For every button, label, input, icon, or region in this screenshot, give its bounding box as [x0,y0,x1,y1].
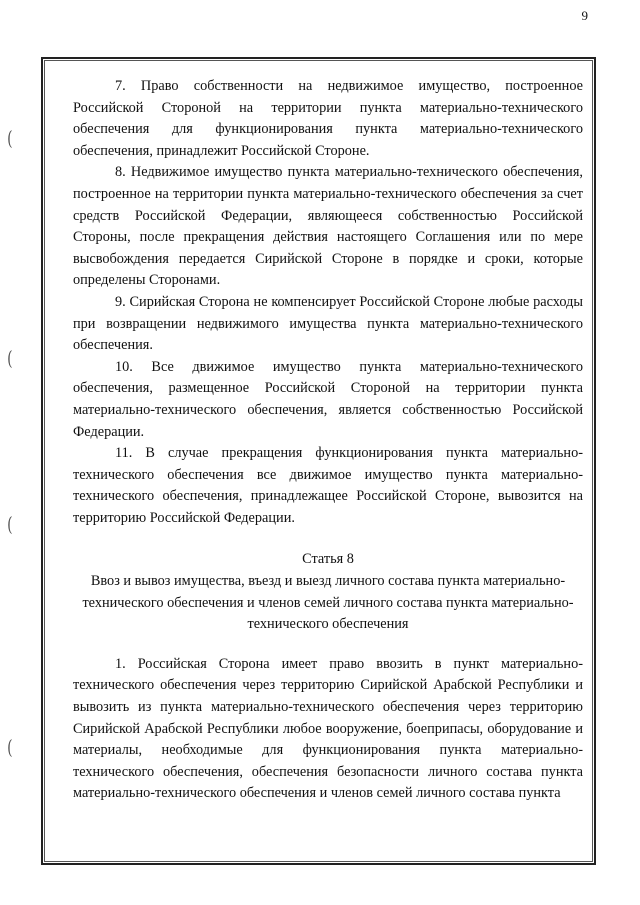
paragraph-10: 10. Все движимое имущество пункта материально-технического обеспечения, размещенное Российской Стороной на территории пункта материально-технического обеспечения, является собственностью Российской Федерации. [73,358,583,440]
binding-hole-mark: ( [7,735,13,759]
document-body [73,76,583,805]
article-8-paragraph-1: 1. Российская Сторона имеет право ввозить в пункт материально-технического обеспечения через территорию Сирийской Арабской Республики и вывозить из пункта материально-технического обеспечения через территорию Сирийской Арабской Республики любое вооружение, боеприпасы, оборудование и материалы, необходимые для функционирования пункта материально-технического обеспечения, обеспечения безопасности личного состава пункта материально-технического обеспечения и членов семей личного состава пункта [73,655,583,802]
page-number: 9 [581,8,588,23]
paragraph-7: 7. Право собственности на недвижимое имущество, построенное Российской Стороной на территории пункта материально-технического обеспечения для функционирования пункта материально-технического обеспечения, принадлежит Российской Стороне. [73,78,583,159]
article-heading: Ввоз и вывоз имущества, въезд и выезд личного состава пункта материально-технического обеспечения и членов семей личного состава пункта материально-технического обеспечения [82,573,574,633]
paragraph-11: 11. В случае прекращения функционирования пункта материально-технического обеспечения все движимое имущество пункта материально-технического обеспечения, принадлежащее Российской Стороне, вывозится на территорию Российской Федерации. [73,445,583,526]
paragraph-8: 8. Недвижимое имущество пункта материально-технического обеспечения, построенное на территории пункта материально-технического обеспечения за счет средств Российской Федерации, являющееся собственностью Российской Стороны, после прекращения действия настоящего Соглашения или по мере высвобождения передается Сирийской Стороне в порядке и сроки, которые определены Сторонами. [73,164,583,289]
article-title: Статья 8 [302,551,354,568]
binding-hole-mark: ( [7,126,13,150]
paragraph-9: 9. Сирийская Сторона не компенсирует Российской Стороне любые расходы при возвращении недвижимого имущества пункта материально-технического обеспечения. [73,293,583,354]
binding-hole-mark: ( [7,512,13,536]
binding-hole-mark: ( [7,346,13,370]
